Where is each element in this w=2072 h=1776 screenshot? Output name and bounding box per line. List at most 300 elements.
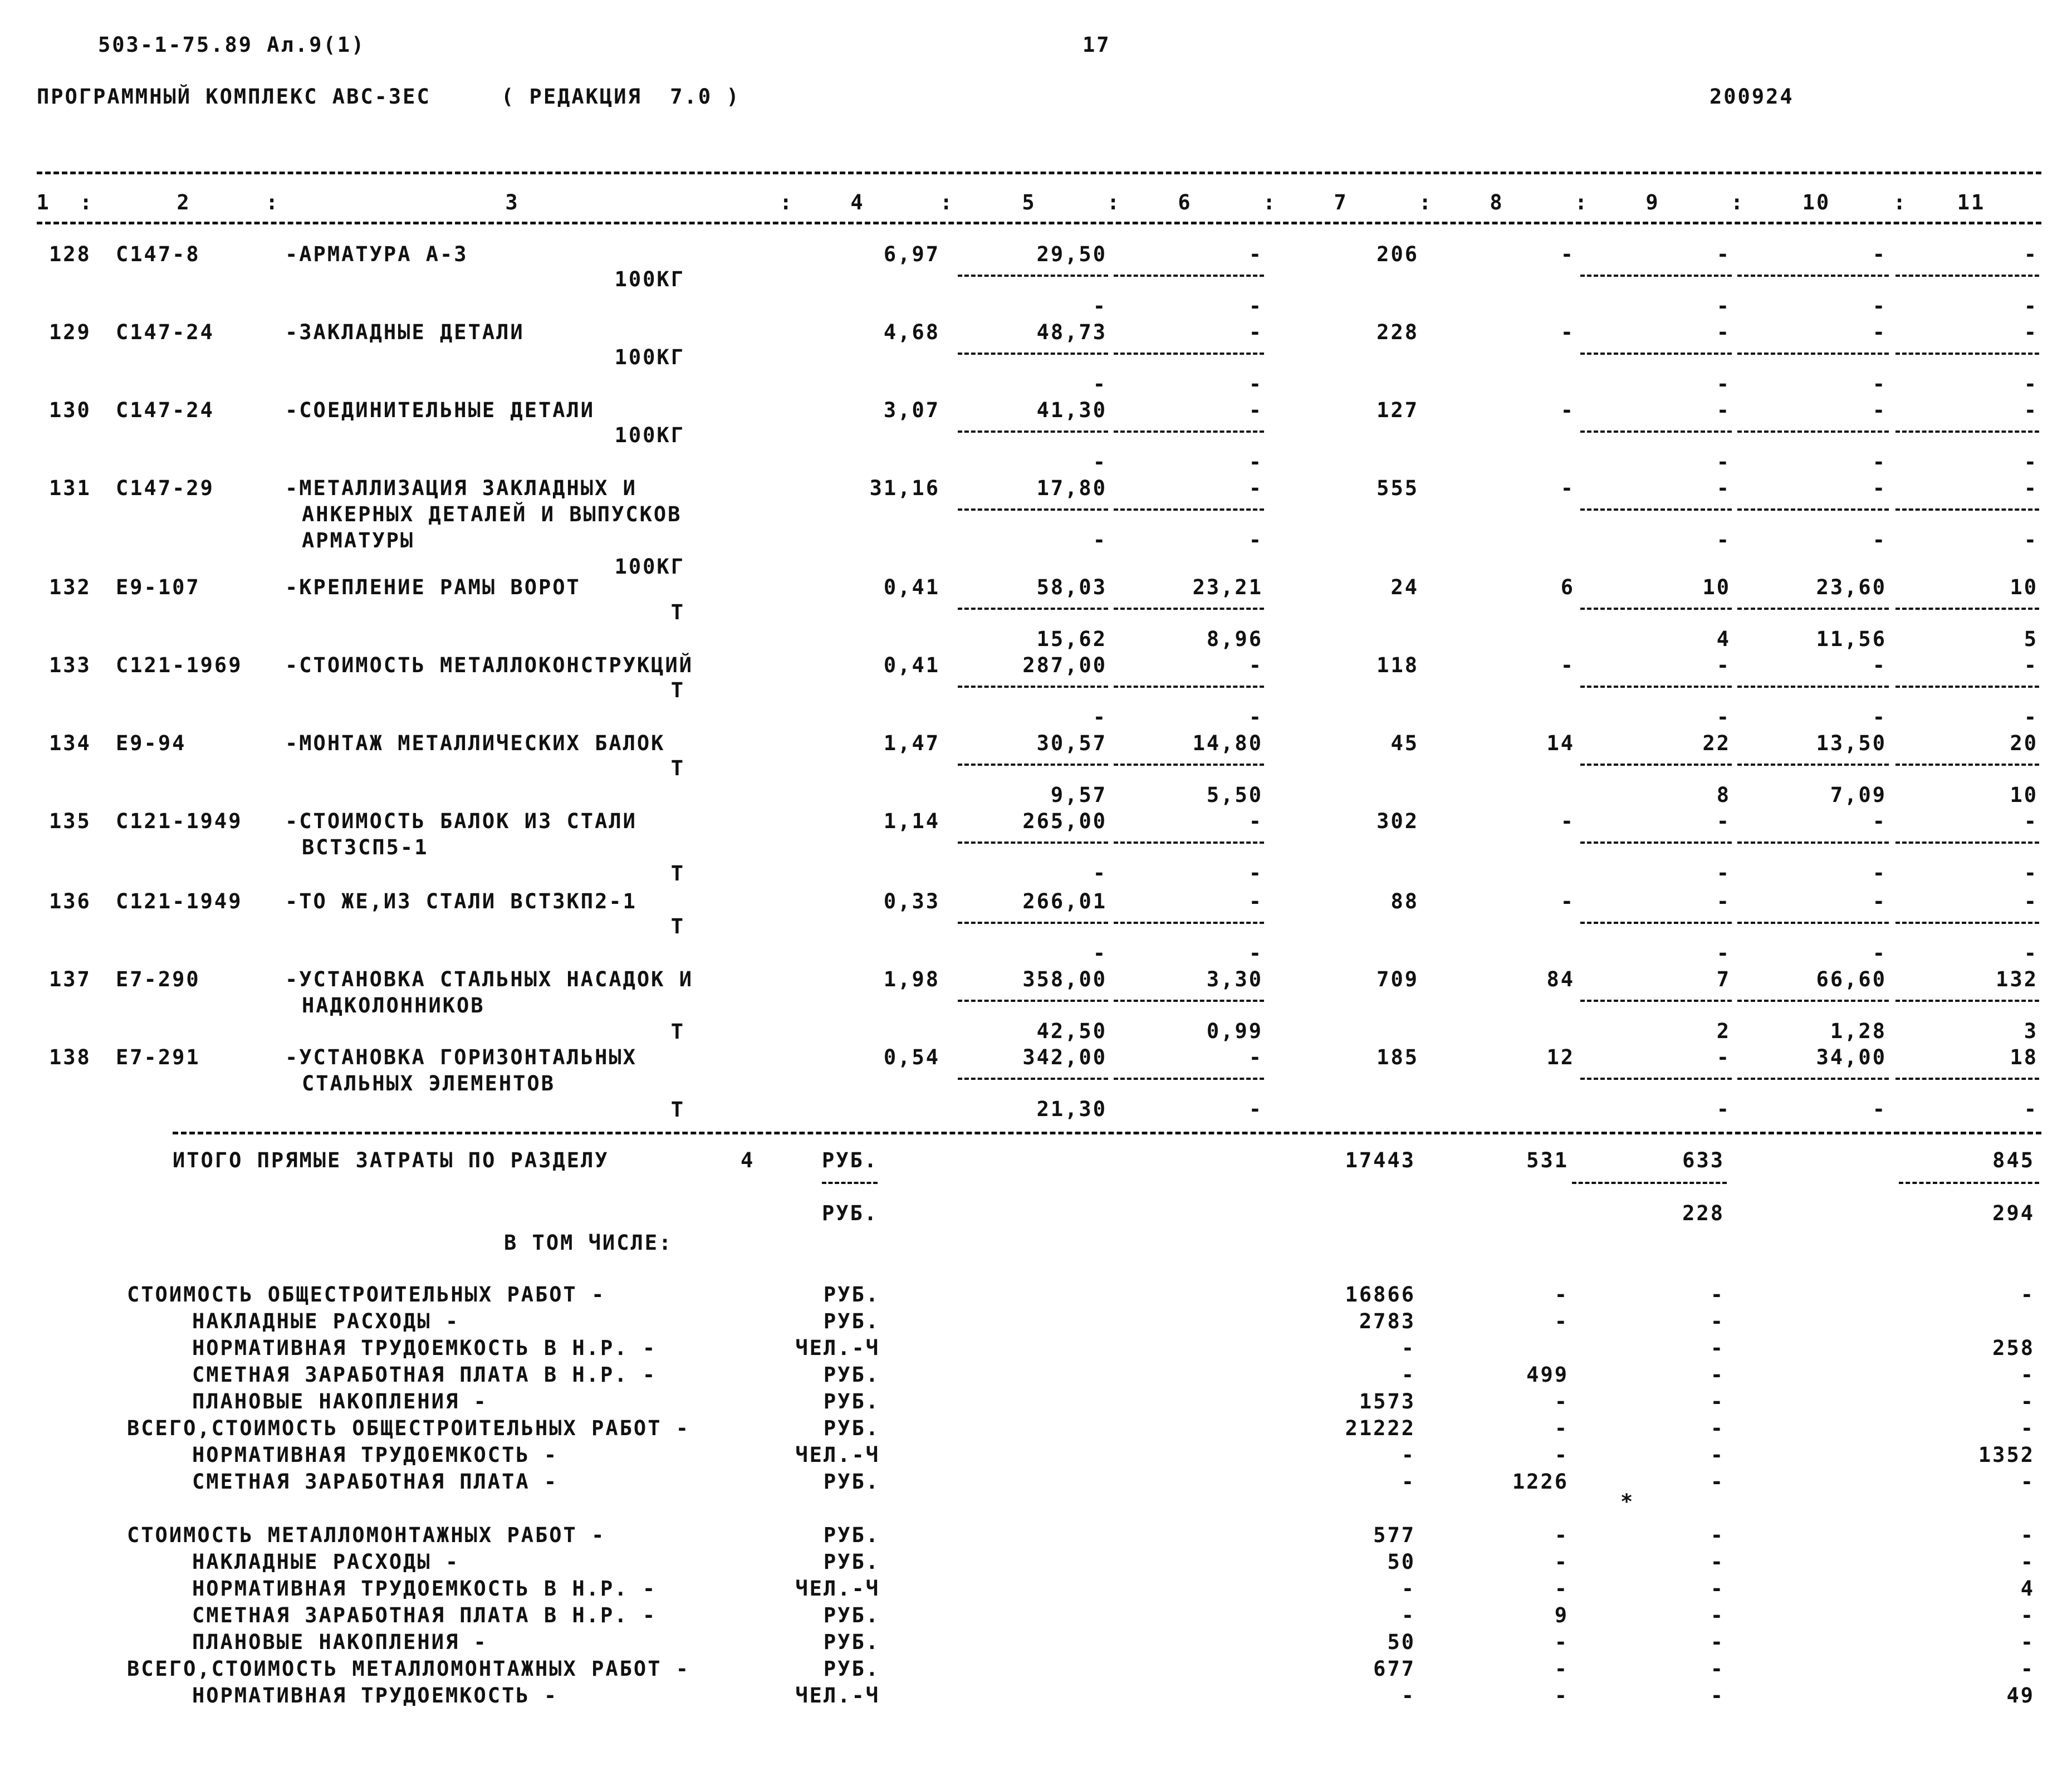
column-header-11: 11 [1957,190,1986,214]
row-col10-second: - [1872,372,1887,396]
row-code: С147-8 [116,242,200,266]
row-col11-second: 10 [2010,783,2038,807]
row-description: -УСТАНОВКА ГОРИЗОНТАЛЬНЫХ [285,1045,637,1069]
breakdown-col8: - [1554,1630,1569,1654]
row-col10: - [1872,242,1887,266]
col9-rule [1580,686,1732,688]
col9-rule [1580,841,1732,844]
totals-unit-1: РУБ. [822,1148,879,1172]
row-description: АРМАТУРЫ [302,529,415,552]
breakdown-col8: - [1554,1550,1569,1574]
column-header-3: 3 [505,190,520,214]
col10-rule [1737,764,1889,766]
col6-rule [1114,608,1264,610]
row-col6: 14,80 [1192,731,1263,755]
col10-rule [1737,275,1889,277]
row-col11-second: - [2024,705,2038,729]
breakdown-col11: - [2020,1390,2035,1413]
breakdown-label: СМЕТНАЯ ЗАРАБОТНАЯ ПЛАТА В Н.Р. - [192,1603,657,1627]
col9-rule [1580,764,1732,766]
row-number: 128 [49,242,91,266]
row-col11: - [2024,242,2038,266]
breakdown-col8: - [1554,1390,1569,1413]
col9-rule [1580,508,1732,511]
row-col11: - [2024,653,2038,677]
column-separator: : [1731,190,1745,214]
row-col9: - [1716,242,1731,266]
row-col7: 206 [1377,242,1419,266]
row-description: -АРМАТУРА А-3 [285,242,468,266]
breakdown-col9: - [1710,1336,1725,1360]
col10-rule [1737,841,1889,844]
col10-rule [1737,508,1889,511]
row-col5-second: - [1093,450,1107,474]
column-separator: : [1575,190,1589,214]
row-quantity: 6,97 [883,242,940,266]
column-separator: : [80,190,94,214]
row-number: 131 [49,476,91,500]
row-quantity: 0,33 [883,889,940,913]
row-col5: 266,01 [1022,889,1107,913]
breakdown-col11: 4 [2020,1577,2035,1601]
col6-rule [1114,508,1264,511]
row-col10: - [1872,653,1887,677]
col11-rule [1895,764,2039,766]
col6-rule [1114,430,1264,433]
row-quantity: 31,16 [869,476,940,500]
col9-rule [1580,922,1732,924]
col9-rule [1580,608,1732,610]
col10-rule [1737,686,1889,688]
row-col6-second: - [1248,528,1263,552]
row-unit: Т [670,1020,685,1044]
breakdown-label: СТОИМОСТЬ ОБЩЕСТРОИТЕЛЬНЫХ РАБОТ - [127,1283,606,1307]
row-col9: 7 [1716,967,1731,991]
row-number: 134 [49,731,91,755]
breakdown-col7: 21222 [1345,1416,1415,1440]
row-col7: 228 [1377,320,1419,344]
program-code: 200924 [1709,85,1794,109]
row-col6: - [1248,1045,1263,1069]
row-col10: 13,50 [1816,731,1887,755]
breakdown-col7: - [1401,1603,1415,1627]
header-rule-bottom [37,222,2041,224]
row-description: СТАЛЬНЫХ ЭЛЕМЕНТОВ [302,1072,555,1095]
row-number: 138 [49,1045,91,1069]
breakdown-label: ПЛАНОВЫЕ НАКОПЛЕНИЯ - [192,1390,488,1413]
col10-rule [1737,1000,1889,1002]
row-unit: 100КГ [614,267,685,291]
row-col6-second: - [1248,1097,1263,1121]
row-col11-second: 5 [2024,627,2038,651]
row-unit: 100КГ [614,345,685,369]
row-col6-second: 5,50 [1206,783,1263,807]
row-col9-second: 8 [1716,783,1731,807]
col11-rule [1895,686,2039,688]
row-col8: - [1560,653,1575,677]
totals-label: ИТОГО ПРЯМЫЕ ЗАТРАТЫ ПО РАЗДЕЛУ [173,1148,609,1172]
row-col11-second: - [2024,450,2038,474]
totals-rule [173,1132,2041,1134]
row-col10-second: 11,56 [1816,627,1887,651]
col11-rule [1895,353,2039,355]
column-header-7: 7 [1334,190,1348,214]
column-separator: : [1893,190,1908,214]
row-col6-second: - [1248,941,1263,965]
breakdown-label: НОРМАТИВНАЯ ТРУДОЕМКОСТЬ В Н.Р. - [192,1577,657,1601]
row-quantity: 3,07 [883,398,940,422]
breakdown-unit: РУБ. [823,1390,880,1413]
row-number: 130 [49,398,91,422]
row-col5-second: - [1093,941,1107,965]
row-col11: - [2024,889,2038,913]
row-description: -КРЕПЛЕНИЕ РАМЫ ВОРОТ [285,575,581,599]
breakdown-col9: - [1710,1390,1725,1413]
col10-rule [1737,922,1889,924]
totals-col7: 17443 [1345,1148,1415,1172]
breakdown-unit: РУБ. [823,1309,880,1333]
row-col11-second: - [2024,1097,2038,1121]
row-col6-second: - [1248,705,1263,729]
col11-rule [1895,922,2039,924]
row-code: С121-1949 [116,809,243,833]
row-col5-second: - [1093,294,1107,318]
row-code: Е9-94 [116,731,187,755]
program-name: ПРОГРАММНЫЙ КОМПЛЕКС АВС-3ЕС [37,85,431,109]
row-col5-second: 42,50 [1036,1019,1107,1043]
breakdown-col7: - [1401,1336,1415,1360]
row-description: -УСТАНОВКА СТАЛЬНЫХ НАСАДОК И [285,967,694,991]
row-col7: 555 [1377,476,1419,500]
column-separator: : [940,190,954,214]
row-col6: - [1248,320,1263,344]
including-heading: В ТОМ ЧИСЛЕ: [504,1231,673,1255]
column-header-6: 6 [1178,190,1192,214]
row-col9: - [1716,320,1731,344]
row-col5: 17,80 [1036,476,1107,500]
breakdown-unit: РУБ. [823,1630,880,1654]
column-header-5: 5 [1022,190,1036,214]
row-number: 137 [49,967,91,991]
column-separator: : [1263,190,1277,214]
breakdown-col11: - [2020,1363,2035,1387]
col6-rule [1114,686,1264,688]
row-col10-second: - [1872,941,1887,965]
totals-col9-rule [1572,1182,1727,1184]
row-col9: - [1716,476,1731,500]
row-code: Е9-107 [116,575,200,599]
col11-rule [1895,275,2039,277]
row-col6-second: 0,99 [1206,1019,1263,1043]
breakdown-col11: - [2020,1550,2035,1574]
col10-rule [1737,353,1889,355]
breakdown-col11: - [2020,1283,2035,1307]
col10-rule [1737,608,1889,610]
row-description: -СОЕДИНИТЕЛЬНЫЕ ДЕТАЛИ [285,398,595,422]
totals-col8: 531 [1526,1148,1569,1172]
row-col9: - [1716,1045,1731,1069]
row-number: 135 [49,809,91,833]
row-col8: - [1560,242,1575,266]
row-col6: - [1248,242,1263,266]
col9-rule [1580,430,1732,433]
row-col11: - [2024,476,2038,500]
breakdown-unit: ЧЕЛ.-Ч [795,1443,880,1467]
col10-rule [1737,1078,1889,1080]
row-col10-second: - [1872,528,1887,552]
row-col11: - [2024,398,2038,422]
row-code: С147-29 [116,476,214,500]
row-col6: - [1248,476,1263,500]
totals-col9-second: 228 [1682,1201,1725,1225]
row-unit: 100КГ [614,555,685,579]
row-description: -ЗАКЛАДНЫЕ ДЕТАЛИ [285,320,525,344]
breakdown-col9: - [1710,1443,1725,1467]
row-code: Е7-290 [116,967,200,991]
breakdown-col9: - [1710,1470,1725,1494]
breakdown-label: НОРМАТИВНАЯ ТРУДОЕМКОСТЬ В Н.Р. - [192,1336,657,1360]
row-col8: 6 [1560,575,1575,599]
row-unit: Т [670,1098,685,1122]
breakdown-col8: - [1554,1577,1569,1601]
row-quantity: 0,41 [883,653,940,677]
breakdown-col9: - [1710,1684,1725,1707]
row-unit: Т [670,600,685,624]
row-col10-second: - [1872,450,1887,474]
doc-code: 503-1-75.89 Ал.9(1) [98,33,366,57]
row-col9-second: 4 [1716,627,1731,651]
breakdown-col9: - [1710,1523,1725,1547]
row-col7: 45 [1390,731,1419,755]
breakdown-label: ВСЕГО,СТОИМОСТЬ ОБЩЕСТРОИТЕЛЬНЫХ РАБОТ - [127,1416,690,1440]
row-col5-second: - [1093,705,1107,729]
totals-section: 4 [741,1148,755,1172]
breakdown-col9: - [1710,1657,1725,1681]
column-header-1: 1 [36,190,51,214]
col5-rule [958,275,1108,277]
breakdown-col7: 16866 [1345,1283,1415,1307]
col6-rule [1114,841,1264,844]
row-col7: 185 [1377,1045,1419,1069]
row-description: НАДКОЛОННИКОВ [302,994,485,1017]
breakdown-label: СМЕТНАЯ ЗАРАБОТНАЯ ПЛАТА В Н.Р. - [192,1363,657,1387]
breakdown-col11: 49 [2006,1684,2035,1707]
row-col5-second: 15,62 [1036,627,1107,651]
row-col5: 29,50 [1036,242,1107,266]
row-quantity: 1,14 [883,809,940,833]
row-col10: - [1872,398,1887,422]
row-col5: 358,00 [1022,967,1107,991]
col11-rule [1895,841,2039,844]
header-rule-top [37,172,2041,174]
col5-rule [958,608,1108,610]
totals-col9: 633 [1682,1148,1725,1172]
row-col10: - [1872,476,1887,500]
row-col10-second: - [1872,705,1887,729]
row-unit: Т [670,756,685,780]
column-header-10: 10 [1802,190,1831,214]
row-col5: 30,57 [1036,731,1107,755]
row-number: 133 [49,653,91,677]
row-quantity: 0,41 [883,575,940,599]
row-col11: 18 [2010,1045,2038,1069]
col11-rule [1895,1078,2039,1080]
row-col6-second: 8,96 [1206,627,1263,651]
col11-rule [1895,1000,2039,1002]
totals-col11-second: 294 [1992,1201,2035,1225]
row-unit: Т [670,862,685,885]
row-col7: 24 [1390,575,1419,599]
breakdown-unit: РУБ. [823,1657,880,1681]
row-col8: 14 [1546,731,1575,755]
breakdown-label: ВСЕГО,СТОИМОСТЬ МЕТАЛЛОМОНТАЖНЫХ РАБОТ - [127,1657,690,1681]
row-col6: 23,21 [1192,575,1263,599]
breakdown-col7: 1573 [1359,1390,1415,1413]
row-quantity: 1,47 [883,731,940,755]
col5-rule [958,686,1108,688]
row-description: -ТО ЖЕ,ИЗ СТАЛИ ВСТ3КП2-1 [285,889,637,913]
breakdown-col8: 1226 [1512,1470,1569,1494]
row-col9: 22 [1702,731,1731,755]
breakdown-unit: РУБ. [823,1470,880,1494]
col10-rule [1737,430,1889,433]
breakdown-col11: 258 [1992,1336,2035,1360]
col11-rule [1895,508,2039,511]
row-number: 129 [49,320,91,344]
row-col9: - [1716,889,1731,913]
breakdown-unit: РУБ. [823,1523,880,1547]
row-col6-second: - [1248,294,1263,318]
row-col9-second: - [1716,528,1731,552]
column-separator: : [1107,190,1121,214]
row-col11-second: - [2024,861,2038,885]
row-col8: - [1560,889,1575,913]
row-col11: 10 [2010,575,2038,599]
row-code: С121-1949 [116,889,243,913]
column-header-9: 9 [1645,190,1660,214]
col6-rule [1114,764,1264,766]
row-code: С147-24 [116,320,214,344]
breakdown-col11: - [2020,1630,2035,1654]
col6-rule [1114,1000,1264,1002]
row-description: -СТОИМОСТЬ БАЛОК ИЗ СТАЛИ [285,809,637,833]
row-col10: 23,60 [1816,575,1887,599]
row-col10-second: 7,09 [1830,783,1887,807]
row-col11-second: - [2024,941,2038,965]
row-col5: 342,00 [1022,1045,1107,1069]
breakdown-col8: - [1554,1523,1569,1547]
row-col9: - [1716,809,1731,833]
breakdown-col7: 50 [1387,1630,1415,1654]
breakdown-col7: - [1401,1363,1415,1387]
row-col10: - [1872,320,1887,344]
col11-rule [1895,608,2039,610]
row-col10: 66,60 [1816,967,1887,991]
row-col6-second: - [1248,372,1263,396]
row-col11: 20 [2010,731,2038,755]
row-col9-second: 2 [1716,1019,1731,1043]
row-col11-second: - [2024,372,2038,396]
col5-rule [958,1000,1108,1002]
breakdown-col7: - [1401,1577,1415,1601]
row-description: АНКЕРНЫХ ДЕТАЛЕЙ И ВЫПУСКОВ [302,502,682,526]
breakdown-col8: - [1554,1416,1569,1440]
breakdown-col7: 677 [1373,1657,1415,1681]
row-col11: - [2024,809,2038,833]
column-header-4: 4 [850,190,865,214]
breakdown-col8: 499 [1526,1363,1569,1387]
breakdown-unit: РУБ. [823,1363,880,1387]
breakdown-col11: - [2020,1523,2035,1547]
breakdown-label: ПЛАНОВЫЕ НАКОПЛЕНИЯ - [192,1630,488,1654]
breakdown-label: НАКЛАДНЫЕ РАСХОДЫ - [192,1550,460,1574]
row-col11-second: - [2024,294,2038,318]
row-col10: - [1872,889,1887,913]
row-number: 136 [49,889,91,913]
col5-rule [958,841,1108,844]
breakdown-col11: - [2020,1470,2035,1494]
row-col6: - [1248,653,1263,677]
row-col10-second: - [1872,1097,1887,1121]
breakdown-label: СТОИМОСТЬ МЕТАЛЛОМОНТАЖНЫХ РАБОТ - [127,1523,606,1547]
breakdown-col9: - [1710,1416,1725,1440]
totals-col11: 845 [1992,1148,2035,1172]
row-description: -МОНТАЖ МЕТАЛЛИЧЕСКИХ БАЛОК [285,731,665,755]
row-col6: 3,30 [1206,967,1263,991]
breakdown-unit: РУБ. [823,1550,880,1574]
breakdown-col7: 50 [1387,1550,1415,1574]
row-col9: - [1716,653,1731,677]
row-col8: - [1560,809,1575,833]
row-col5-second: - [1093,861,1107,885]
row-description: -МЕТАЛЛИЗАЦИЯ ЗАКЛАДНЫХ И [285,476,637,500]
column-separator: : [266,190,280,214]
row-col7: 127 [1377,398,1419,422]
col6-rule [1114,275,1264,277]
stray-mark: * [1620,1490,1635,1514]
row-col7: 709 [1377,967,1419,991]
row-col8: - [1560,320,1575,344]
column-separator: : [780,190,794,214]
row-quantity: 1,98 [883,967,940,991]
column-separator: : [1419,190,1433,214]
breakdown-col7: - [1401,1470,1415,1494]
breakdown-unit: РУБ. [823,1283,880,1307]
page-number: 17 [1082,33,1111,57]
breakdown-col8: - [1554,1309,1569,1333]
breakdown-col7: - [1401,1684,1415,1707]
row-col5: 41,30 [1036,398,1107,422]
row-code: С121-1969 [116,653,243,677]
col5-rule [958,353,1108,355]
breakdown-col9: - [1710,1363,1725,1387]
breakdown-unit: ЧЕЛ.-Ч [795,1684,880,1707]
row-col5: 265,00 [1022,809,1107,833]
unit-underline [822,1182,878,1184]
row-col9-second: - [1716,861,1731,885]
breakdown-label: СМЕТНАЯ ЗАРАБОТНАЯ ПЛАТА - [192,1470,559,1494]
row-col9-second: - [1716,294,1731,318]
row-number: 132 [49,575,91,599]
breakdown-col8: - [1554,1283,1569,1307]
breakdown-col7: - [1401,1443,1415,1467]
row-col6-second: - [1248,861,1263,885]
column-header-2: 2 [177,190,191,214]
breakdown-col9: - [1710,1309,1725,1333]
row-col5-second: - [1093,372,1107,396]
col6-rule [1114,353,1264,355]
col9-rule [1580,1078,1732,1080]
